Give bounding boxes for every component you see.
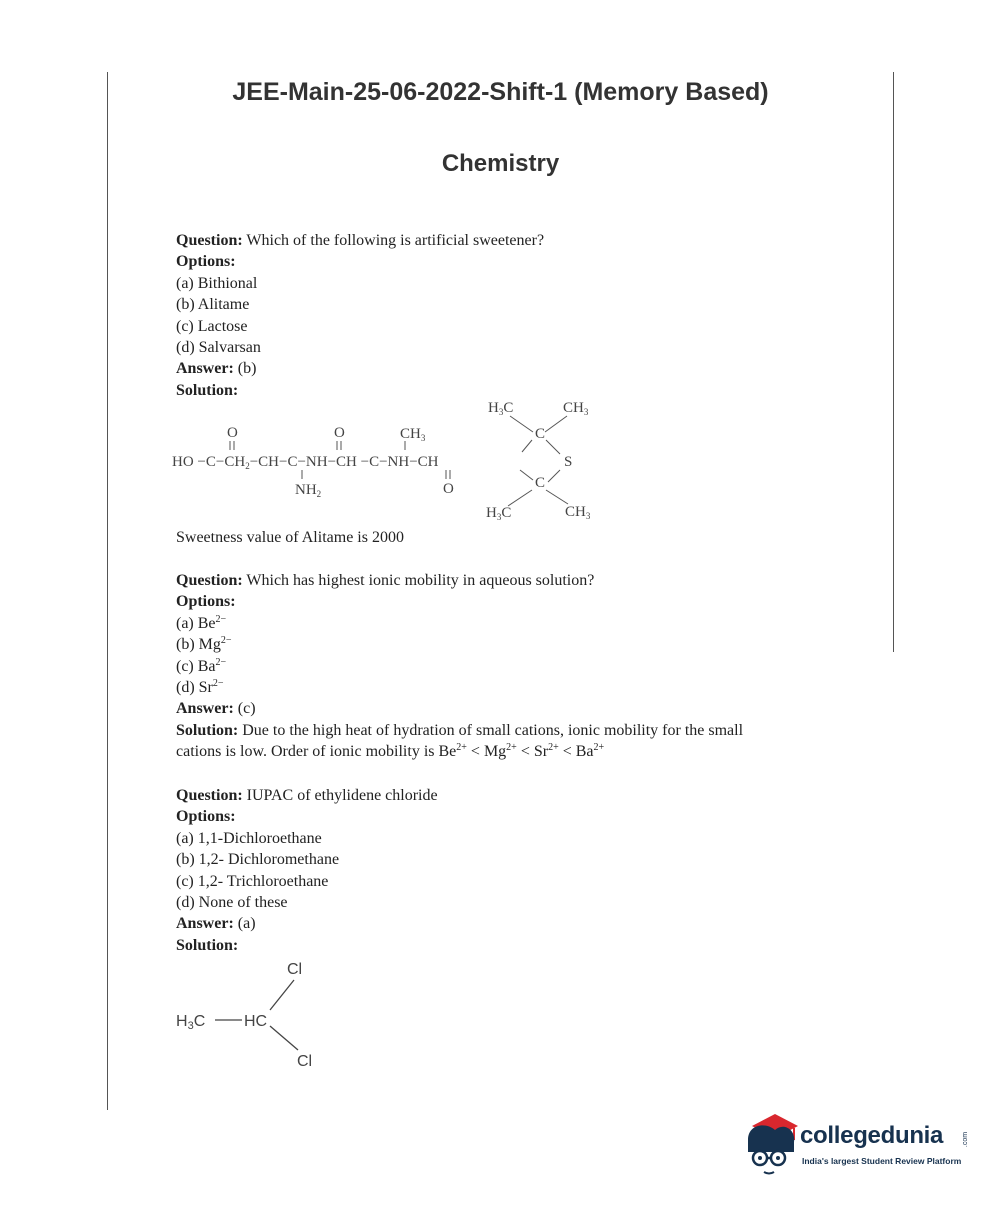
svg-text:S: S: [564, 454, 573, 470]
svg-text:NH2: $NH_2$: [295, 482, 322, 499]
svg-text:Cl: Cl: [297, 1053, 313, 1070]
options-label: Options:: [176, 593, 236, 611]
svg-text:HC: HC: [244, 1013, 268, 1030]
option: (d) $Sr^{2-}$: [176, 678, 224, 697]
option: (b) 1,2- Dichloromethane: [176, 851, 340, 869]
solution-label: Solution:: [176, 381, 239, 399]
question-1-text: Which of the following is artificial sweetener?: [246, 232, 545, 249]
option: (d) None of these: [176, 894, 288, 912]
subject-heading: Chemistry: [441, 150, 560, 177]
svg-text:O: O: [227, 425, 238, 441]
ethylidene-chloride-structure: [170, 955, 330, 1070]
option: (a) 1,1-Dichloroethane: [176, 829, 322, 847]
svg-text:O: O: [334, 425, 345, 441]
option: (a) Bithional: [176, 274, 258, 292]
options-label: Options:: [176, 253, 236, 271]
solution-label: Solution:: [176, 721, 239, 739]
svg-text:H3C: $H_3C$: [488, 400, 514, 417]
left-margin-line: [107, 72, 108, 1110]
svg-text:CH3: $CH_3$: [563, 400, 589, 417]
question-2: Question: Which has highest ionic mobility in aqueous solution? Options: (a) $Be^{2-}$ (b) $Mg^{2-}$ (c) $Ba^{2-}$ (d) $Sr^{2-}$ Answer: (c) Solution: Due to the high heat of hydration of small cations, ionic mobility for the small cations is low. Order of ionic mobility is $Be^{2+} < Mg^{2+} < Sr^{2+} < Ba^{2+}$: [176, 570, 816, 763]
option: (b) Alitame: [176, 296, 250, 314]
question-1: Question: Which of the following is artificial sweetener? Options: (a) Bithional (b) Alitame (c) Lactose (d) Salvarsan Answer: (b) Solution:: [176, 230, 816, 401]
solution-label: Solution:: [176, 936, 239, 954]
question-3: Question: IUPAC of ethylidene chloride Options: (a) 1,1-Dichloroethane (b) 1,2- Dichloromethane (c) 1,2- Trichloroethane (d) None of these Answer: (a) Solution:: [176, 785, 816, 956]
question-3-text: IUPAC of ethylidene chloride: [246, 787, 438, 804]
svg-text:H3C: H3C: [176, 1013, 206, 1032]
mascot-icon: [742, 1108, 800, 1178]
answer-value: (a): [237, 915, 256, 933]
option: (c) $Ba^{2-}$: [176, 656, 227, 675]
page-title: JEE-Main-25-06-2022-Shift-1 (Memory Based): [232, 78, 769, 106]
alitame-structure: [170, 394, 610, 522]
option: (c) 1,2- Trichloroethane: [176, 872, 329, 890]
svg-text:H3C: $H_3C$: [486, 505, 512, 522]
svg-text:O: O: [443, 481, 454, 497]
collegedunia-logo: collegedunia India's largest Student Review Platform .com: [742, 1108, 972, 1178]
answer-value: (b): [237, 360, 257, 378]
svg-text:C: C: [535, 426, 546, 442]
alitame-note: Sweetness value of Alitame is 2000: [176, 529, 404, 546]
svg-text:CH3: $CH_3$: [565, 504, 591, 521]
question-2-text: Which has highest ionic mobility in aqueous solution?: [246, 572, 595, 589]
options-label: Options:: [176, 808, 236, 826]
svg-text:CH3: $CH_3$: [400, 426, 426, 443]
answer-value: (c): [237, 700, 256, 718]
option: (b) $Mg^{2-}$: [176, 635, 232, 654]
option: (d) Salvarsan: [176, 339, 261, 357]
option: (c) Lactose: [176, 317, 248, 335]
option: (a) $Be^{2-}$: [176, 613, 227, 632]
svg-text:C: C: [535, 475, 546, 491]
svg-text:Cl: Cl: [287, 961, 303, 978]
svg-text:HO −C−CH2−CH−C−NH−CH −C−NH−CH: HO $-C-CH_2-CH-C-NH-CH -C-NH-CH$: [172, 454, 439, 471]
